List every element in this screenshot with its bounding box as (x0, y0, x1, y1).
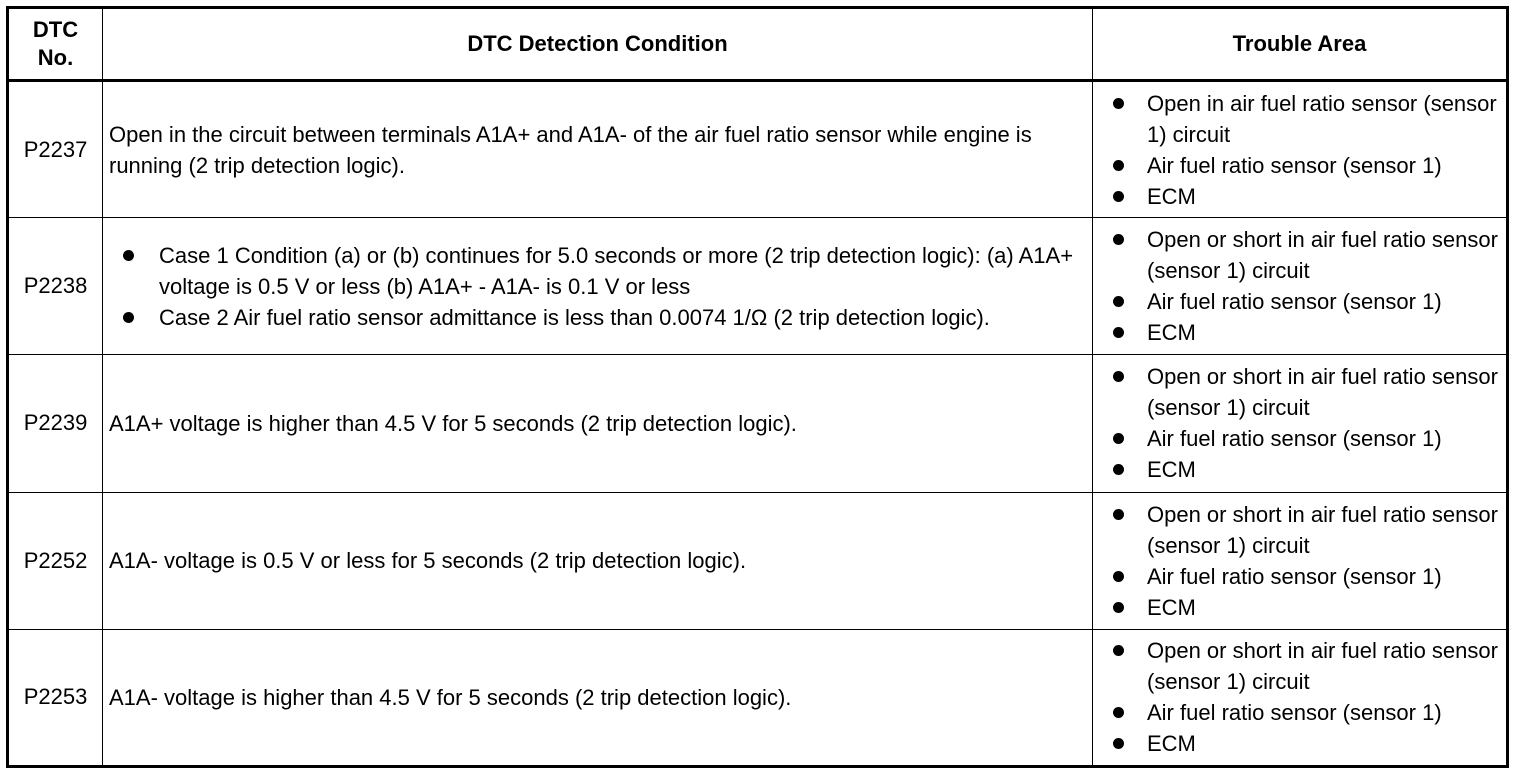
list-item: Air fuel ratio sensor (sensor 1) (1111, 697, 1506, 728)
list-item: ECM (1111, 454, 1506, 485)
trouble-area (1093, 629, 1508, 766)
list-item: Open or short in air fuel ratio sensor (sensor 1) circuit (1111, 224, 1506, 286)
list-item: Air fuel ratio sensor (sensor 1) (1111, 150, 1506, 181)
list-item: Case 1 Condition (a) or (b) continues for 5.0 seconds or more (2 trip detection logic): (a) A1A+ voltage is 0.5 V or less (b) A1A+ - A1A- is 0.1 V or less (121, 240, 1084, 302)
list-item: ECM (1111, 181, 1506, 212)
detection-condition (103, 218, 1093, 355)
dtc-code: P2239 (8, 355, 103, 492)
header-trouble-area: Trouble Area (1093, 8, 1508, 81)
list-item: Open or short in air fuel ratio sensor (sensor 1) circuit (1111, 635, 1506, 697)
trouble-area-list (1111, 224, 1506, 348)
table-row (8, 492, 1508, 629)
list-item: Open in air fuel ratio sensor (sensor 1) circuit (1111, 88, 1506, 150)
list-item: ECM (1111, 317, 1506, 348)
table-row (8, 355, 1508, 492)
list-item: Air fuel ratio sensor (sensor 1) (1111, 423, 1506, 454)
list-item: ECM (1111, 728, 1506, 759)
detection-condition: A1A+ voltage is higher than 4.5 V for 5 seconds (2 trip detection logic). (103, 355, 1093, 492)
header-dtc-no: DTC No. (8, 8, 103, 81)
trouble-area (1093, 492, 1508, 629)
list-item: Open or short in air fuel ratio sensor (sensor 1) circuit (1111, 361, 1506, 423)
dtc-code: P2252 (8, 492, 103, 629)
trouble-area-list (1111, 361, 1506, 485)
trouble-area-list (1111, 499, 1506, 623)
trouble-area (1093, 81, 1508, 218)
dtc-code: P2238 (8, 218, 103, 355)
list-item: Open or short in air fuel ratio sensor (sensor 1) circuit (1111, 499, 1506, 561)
header-detection-condition: DTC Detection Condition (103, 8, 1093, 81)
trouble-area (1093, 218, 1508, 355)
trouble-area-list (1111, 88, 1506, 212)
table-row (8, 81, 1508, 218)
detection-condition: A1A- voltage is 0.5 V or less for 5 seconds (2 trip detection logic). (103, 492, 1093, 629)
detection-condition: A1A- voltage is higher than 4.5 V for 5 seconds (2 trip detection logic). (103, 629, 1093, 766)
dtc-table (6, 6, 1509, 768)
dtc-code: P2253 (8, 629, 103, 766)
table-row (8, 629, 1508, 766)
trouble-area (1093, 355, 1508, 492)
dtc-code: P2237 (8, 81, 103, 218)
condition-list (121, 240, 1084, 333)
list-item: Air fuel ratio sensor (sensor 1) (1111, 286, 1506, 317)
list-item: ECM (1111, 592, 1506, 623)
detection-condition: Open in the circuit between terminals A1A+ and A1A- of the air fuel ratio sensor while engine is running (2 trip detection logic). (103, 81, 1093, 218)
trouble-area-list (1111, 635, 1506, 759)
header-row (8, 8, 1508, 81)
list-item: Case 2 Air fuel ratio sensor admittance is less than 0.0074 1/Ω (2 trip detection logic). (121, 302, 1084, 333)
table-row (8, 218, 1508, 355)
list-item: Air fuel ratio sensor (sensor 1) (1111, 561, 1506, 592)
